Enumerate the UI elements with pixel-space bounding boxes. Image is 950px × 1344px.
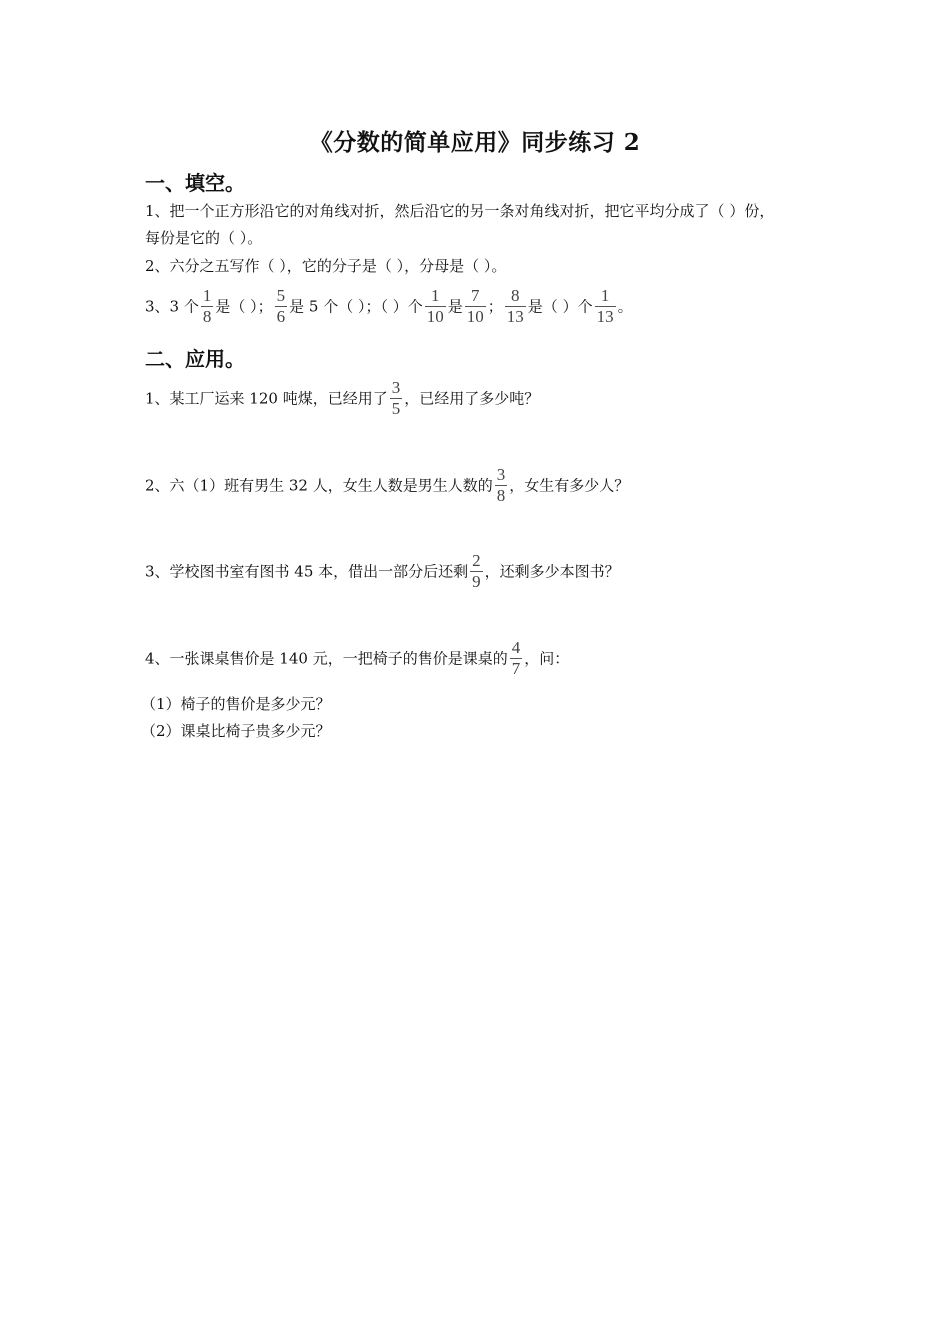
q3-text-6: 是（ ）个 — [527, 297, 593, 316]
denominator: 13 — [506, 307, 524, 326]
fraction — [425, 286, 446, 327]
numerator: 4 — [511, 638, 521, 657]
app-q2-post: ，女生有多少人？ — [509, 476, 630, 495]
q3-text-5: ； — [487, 297, 503, 316]
app-q1-post: ，已经用了多少吨？ — [404, 389, 540, 408]
q3-text-4: 是 — [447, 297, 463, 316]
app-q4-post: ，问： — [524, 649, 570, 668]
fraction — [201, 286, 214, 327]
denominator: 13 — [596, 307, 614, 326]
app-q4 — [145, 638, 569, 679]
numerator: 8 — [511, 286, 520, 305]
fraction — [495, 465, 508, 506]
q3-text-1: 3、3 个 — [145, 297, 199, 316]
fraction — [510, 638, 523, 679]
fraction — [275, 286, 288, 327]
denominator: 7 — [511, 659, 521, 678]
fraction — [470, 551, 483, 592]
denominator: 9 — [472, 572, 481, 591]
denominator: 10 — [466, 307, 484, 326]
denominator: 8 — [496, 486, 506, 505]
app-q3 — [145, 551, 620, 592]
numerator: 5 — [276, 286, 286, 305]
fill-q1-line2: 每份是它的（ ）。 — [145, 229, 263, 247]
app-q4-pre: 4、一张课桌售价是 140 元，一把椅子的售价是课桌的 — [145, 649, 508, 668]
numerator: 1 — [431, 286, 440, 305]
q3-text-7: 。 — [617, 297, 633, 316]
denominator: 8 — [202, 307, 212, 326]
app-q2 — [145, 465, 629, 506]
app-q1 — [145, 378, 539, 419]
q3-text-3: 是 5 个（ ）；（ ）个 — [289, 297, 423, 316]
numerator: 1 — [600, 286, 610, 305]
app-q4-sub1: （1）椅子的售价是多少元？ — [141, 695, 331, 713]
numerator: 1 — [202, 286, 212, 305]
app-q1-pre: 1、某工厂运来 120 吨煤，已经用了 — [145, 389, 388, 408]
fill-q3 — [145, 286, 633, 327]
page-title: 《分数的简单应用》同步练习 2 — [309, 129, 641, 156]
denominator: 10 — [426, 307, 444, 326]
app-q4-sub2: （2）课桌比椅子贵多少元？ — [141, 722, 331, 740]
fraction — [465, 286, 486, 327]
denominator: 5 — [391, 399, 401, 418]
denominator: 6 — [276, 307, 286, 326]
section-heading-fill-blank: 一、填空。 — [145, 171, 245, 195]
numerator: 3 — [496, 465, 506, 484]
fill-q1-line1: 1、把一个正方形沿它的对角线对折，然后沿它的另一条对角线对折，把它平均分成了（ ）份， — [145, 202, 775, 220]
fraction — [595, 286, 616, 327]
numerator: 2 — [472, 551, 481, 570]
q3-text-2: 是（ ）； — [215, 297, 273, 316]
numerator: 7 — [471, 286, 480, 305]
app-q3-post: ，还剩多少本图书？ — [484, 562, 620, 581]
fraction — [505, 286, 526, 327]
app-q3-pre: 3、学校图书室有图书 45 本，借出一部分后还剩 — [145, 562, 469, 581]
section-heading-application: 二、应用。 — [145, 347, 245, 371]
numerator: 3 — [391, 378, 401, 397]
fill-q2: 2、六分之五写作（ ），它的分子是（ ），分母是（ ）。 — [145, 257, 507, 275]
fraction — [390, 378, 403, 419]
app-q2-pre: 2、六（1）班有男生 32 人，女生人数是男生人数的 — [145, 476, 493, 495]
